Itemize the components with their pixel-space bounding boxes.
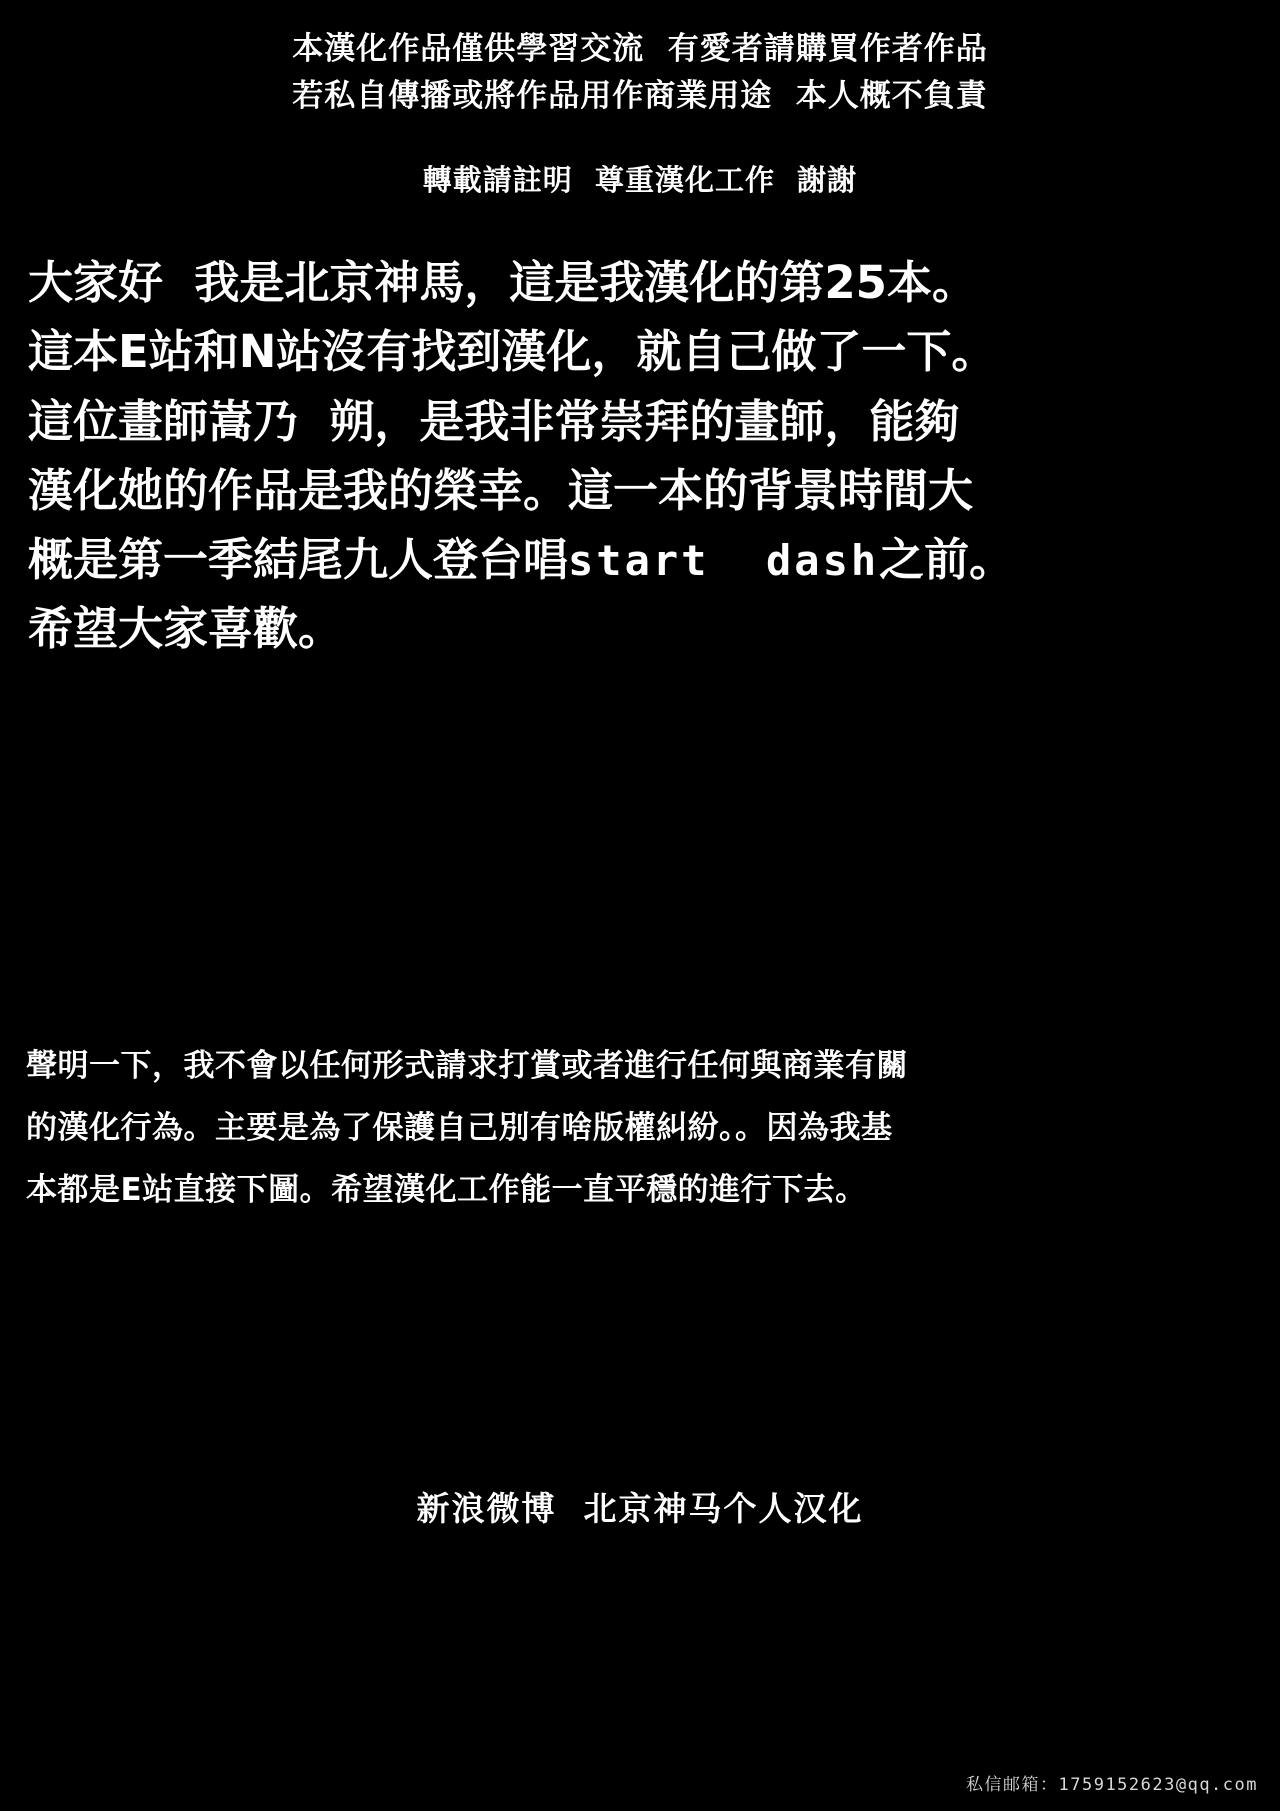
message-line-1: 大家好 我是北京神馬，這是我漢化的第25本。 bbox=[28, 256, 977, 309]
disclaimer-line-1: 本漢化作品僅供學習交流 有愛者請購買作者作品 bbox=[292, 31, 988, 67]
repost-note: 轉載請註明 尊重漢化工作 謝謝 bbox=[422, 163, 858, 197]
message-line-5-prefix: 概是第一季結尾九人登台唱 bbox=[28, 533, 569, 587]
translator-message bbox=[28, 248, 1260, 664]
message-line-4: 漢化她的作品是我的榮幸。這一本的背景時間大 bbox=[28, 463, 974, 517]
statement-line-1: 聲明一下，我不會以任何形式請求打賞或者進行任何與商業有關 bbox=[26, 1048, 908, 1084]
message-line-6: 希望大家喜歡。 bbox=[28, 602, 344, 656]
disclaimer-block bbox=[0, 26, 1280, 120]
non-commercial-statement bbox=[26, 1035, 1266, 1221]
weibo-credit: 新浪微博 北京神马个人汉化 bbox=[416, 1489, 864, 1528]
statement-line-3: 本都是E站直接下圖。希望漢化工作能一直平穩的進行下去。 bbox=[26, 1172, 867, 1208]
message-line-2: 這本E站和N站沒有找到漢化，就自己做了一下。 bbox=[28, 325, 997, 379]
contact-email-note: 私信邮箱：1759152623@qq.com bbox=[966, 1775, 1258, 1795]
statement-line-2: 的漢化行為。主要是為了保護自己別有啥版權糾紛。。因為我基 bbox=[26, 1110, 893, 1146]
disclaimer-line-2: 若私自傳播或將作品用作商業用途 本人概不負責 bbox=[292, 78, 988, 115]
message-line-3: 這位畫師嵩乃 朔，是我非常崇拜的畫師，能夠 bbox=[28, 394, 960, 448]
message-line-5 bbox=[28, 525, 1260, 594]
message-line-5-suffix: 之前。 bbox=[879, 533, 1015, 587]
message-line-5-song-title: start dash bbox=[568, 536, 880, 586]
